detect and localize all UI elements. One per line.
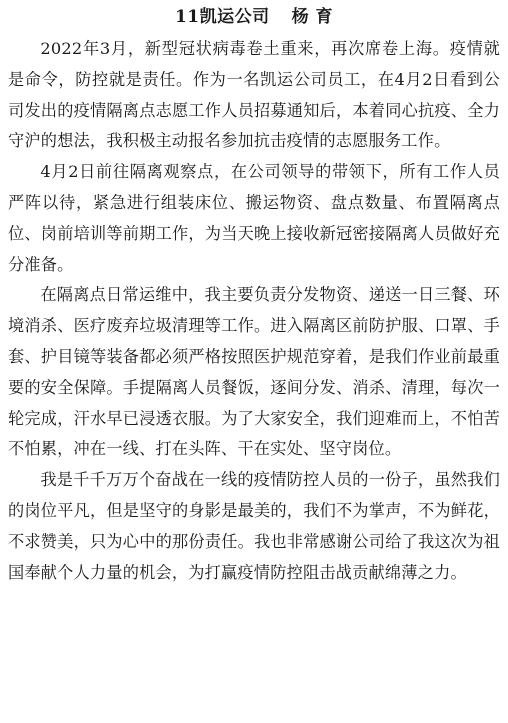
paragraph-4: 我是千千万万个奋战在一线的疫情防控人员的一份子，虽然我们的岗位平凡，但是坚守的身影是最美的，我们不为掌声，不为鲜花，不求赞美，只为心中的那份责任。我也非常感谢公司给了我这次为祖国奉献个人力量的机会，为打赢疫情防控阻击战贡献绵薄之力。 bbox=[8, 470, 500, 582]
document-title bbox=[8, 4, 500, 30]
title-author: 杨 育 bbox=[291, 7, 334, 27]
paragraph-1: 2022年3月，新型冠状病毒卷土重来，再次席卷上海。疫情就是命令，防控就是责任。作为一名凯运公司员工，在4月2日看到公司发出的疫情隔离点志愿工作人员招募通知后，本着同心抗疫、全力守沪的想法，我积极主动报名参加抗击疫情的志愿服务工作。 bbox=[8, 39, 500, 151]
paragraph-3: 在隔离点日常运维中，我主要负责分发物资、递送一日三餐、环境消杀、医疗废弃垃圾清理等工作。进入隔离区前防护服、口罩、手套、护目镜等装备都必须严格按照医护规范穿着，是我们作业前最重要的安全保障。手提隔离人员餐饭，逐间分发、消杀、清理，每次一轮完成，汗水早已浸透衣服。为了大家安全，我们迎难而上，不怕苦不怕累，冲在一线、打在头阵、干在实处、坚守岗位。 bbox=[8, 285, 500, 459]
paragraph-2: 4月2日前往隔离观察点，在公司领导的带领下，所有工作人员严阵以待，紧急进行组装床位、搬运物资、盘点数量、布置隔离点位、岗前培训等前期工作，为当天晚上接收新冠密接隔离人员做好充分准备。 bbox=[8, 162, 500, 274]
title-organization: 11凯运公司 bbox=[174, 7, 270, 27]
